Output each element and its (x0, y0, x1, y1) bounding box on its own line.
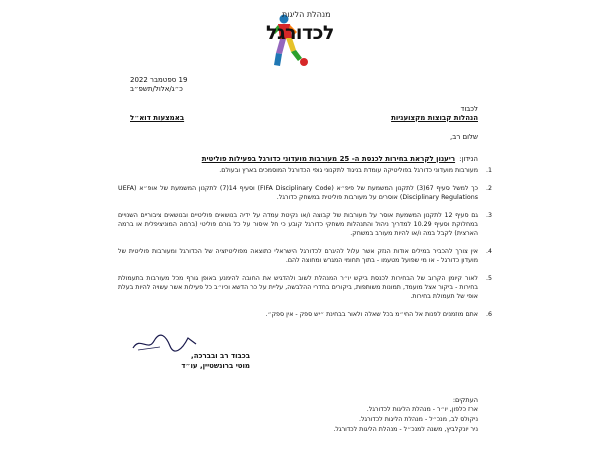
letter-date: 19 ספטמבר 2022 (130, 76, 188, 84)
item-number: 1. (485, 167, 492, 174)
handwritten-signature-icon (130, 332, 200, 354)
item-number: 4. (485, 248, 492, 255)
delivery-method: באמצעות דוא״ל (130, 114, 185, 122)
logo-line2: לכדורגל (266, 22, 334, 44)
item-text: מעורבות מועדוני כדורגל בפוליטיקה עומדת בניגוד לתקנוני גופי הכדורגל המוסמכים בארץ ובעולם. (219, 167, 478, 174)
item-number: 2. (485, 185, 492, 192)
subject-label: הנידון: (459, 155, 478, 163)
item-number: 6. (485, 311, 492, 318)
subject-text: ריענון לקראת בחירות לכנסת ה- 25 מעורבות מועדוני כדורגל בפעילות פוליטית (201, 155, 456, 163)
cc-item: ארז כלפון, יו״ר - מנהלת הליגות לכדורגל. (366, 406, 478, 413)
item-text: לאור קיומן הקרוב של הבחירות לכנסת ביקש יו״ר המנהלת לשוב ולהדגיש את החובה להימנע באופן גורף מכל מעורבות בתעמולת בחירות - ביקור אצל מועמד, תמונות משותפות, ביקורים בחדרי ההלבשה, עליית על כר הדשא וכיו״ב כל פעילות אשר עשויה להיות בעלת אופי של תעמולת בחירות. (118, 275, 478, 300)
item-text: גם סעיף 12 לתקנון המשמעת אוסר על מעורבות של קבוצה ו/או נקיטת עמדה על ידיה בנושאים פוליטיים ובנושאים ציבוריים השנויים במחלוקת וסעיף 10.29 למדריך ניהול והתנהלות משחקי כדורגל קובע כי חל איסור על כל גורם פוליטי (ברמה המוניציפלית או ברמה הארצית) לקבל במה ו/או להיות מעורב במשחק. (118, 212, 479, 237)
cc-title: העתקים: (452, 396, 478, 404)
item-number: 5. (485, 275, 492, 282)
item-text: אתם מוזמנים לפנות אל החי״מ בכל שאלה ולאור בבחינת ״יש ספק - אין ספק״. (265, 311, 478, 318)
signature-block (130, 338, 250, 388)
list-item (118, 211, 492, 238)
recipient-name: הנהלות קבוצות מקצועניות (391, 114, 478, 122)
list-item (118, 310, 492, 319)
points-list (118, 166, 492, 328)
list-item (118, 247, 492, 265)
signature-closing: בכבוד רב ובברכה, (191, 352, 250, 360)
cc-item: ניקולס לב, מנכ״ל - מנהלת הליגות לכדורגל. (358, 416, 478, 423)
item-text: אין צורך להכביר במילים אודות הנזק אשר עלול להיגרם לכדורגל הישראלי כתוצאה מפוליטיזציה של הכדורגל ומעורבות פוליטית של מועדון כדורגל - או מי שפועל מטעמו - בתוך תחומי המגרש ומחוצה להם. (118, 248, 478, 264)
greeting: שלום רב, (450, 133, 478, 141)
item-text: כך למשל סעיף 67(3) לתקנון המשמעת של פיפ״א (FIFA Disciplinary Code) וסעיף 14(7) לתקנון המשמעת של אופ״א (UEFA Disciplinary Regulations) אוסרים על מעורבות פוליטית במשחק כדורגל. (118, 185, 479, 201)
signature-name: מוטי ברונשטיין, עו״ד (181, 362, 250, 370)
list-item (118, 166, 492, 175)
item-number: 3. (485, 212, 492, 219)
recipient-label: לכבוד (460, 105, 478, 113)
logo-line1: מנהלת הליגות (282, 10, 331, 19)
list-item (118, 274, 492, 301)
letter-reference: כ״ג/אלול/תשפ״ב (130, 85, 183, 93)
subject-line (202, 155, 478, 163)
list-item (118, 184, 492, 202)
cc-item: ניר יונקלביץ, משנה למנכ״ל - מנהלת הליגות לכדורגל. (333, 426, 478, 433)
